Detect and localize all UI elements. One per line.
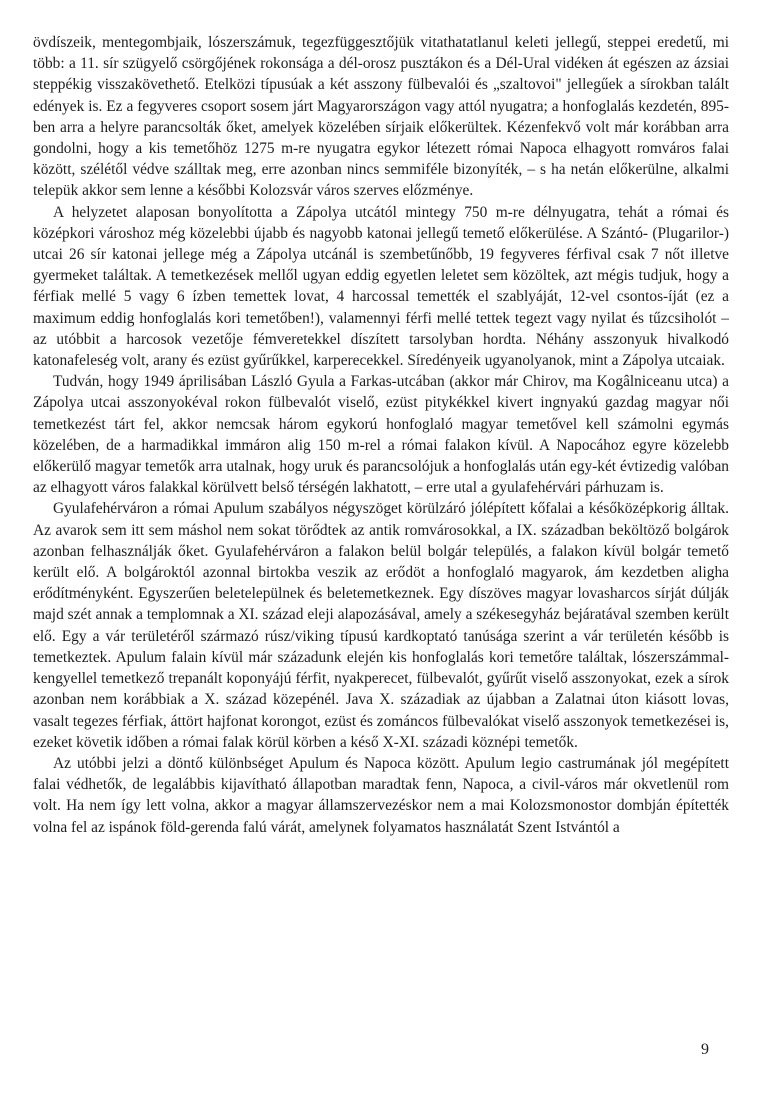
paragraph-1: övdíszeik, mentegombjaik, lószerszámuk, tegezfüggesztőjük vitathatatlanul keleti jellegű, steppei eredetű, mi több: a 11. sír szügyelő csörgőjének rokonsága a dél-orosz pusztákon és a Dél-Ural vidéken át egészen az ázsiai steppékig visszakövethető. Etelközi típusúak a két asszony fülbevalói és „szaltovoi" jellegűek a sírokban talált edények is. Ez a fegyveres csoport sosem járt Magyarországon vagy attól nyugatra; a honfoglalás kezdetén, 895-ben arra a helyre parancsolták őket, amelyek közelében sírjaik előkerültek. Kézenfekvő volt már korábban arra gondolni, hogy a kis temetőhöz 1275 m-re nyugatra egykor létezett római Napoca elhagyott romváros falai között, szélétől védve szálltak meg, erre azonban nincs semmiféle bizonyíték, – s ha netán előkerülne, alkalmi telepük akkor sem lenne a későbbi Kolozsvár város szerves előzménye. (33, 34, 729, 200)
paragraph-4: Gyulafehérváron a római Apulum szabályos négyszöget körülzáró jólépített kőfalai a későközépkorig álltak. Az avarok sem itt sem máshol nem sokat törődtek az antik romvárosokkal, a IX. században beköltöző bolgárok azonban felhasználják őket. Gyulafehérváron a falakon belül bolgár település, a falakon kívül bolgár temető került elő. A bolgároktól azonnal birtokba veszik az erődöt a honfoglaló magyarok, ám kezdetben aligha erődítményként. Egyszerűen beletelepülnek és beletemetkeznek. Egy díszöves magyar lovasharcos sírját dúlják majd szét annak a templomnak a XI. század eleji alapozásával, amely a székesegyház bejáratával szemben került elő. Egy a vár területéről származó rúsz/viking típusú kardkoptató tanúsága szerint a vár területén később is temetkeztek. Apulum falain kívül már századunk elején kis honfoglalás kori temetőre találtak, lószerszámmal-kengyellel temetkező trepanált koponyájú férfit, nyakperecet, fülbevalót, gyűrűt viselő asszonyokat, ezek a sírok azonban nem korábbiak a X. század közepénél. Java X. századiak az újabban a Zalatnai úton kiásott lovas, vasalt tegezes férfiak, áttört hajfonat korongot, ezüst és zománcos fülbevalókat viselő asszonyok temetkezései is, ezeket követik időben a római falak körül körben a késő X-XI. századi köznépi temetők. (33, 500, 729, 751)
page-body (33, 32, 729, 838)
paragraph-3: Tudván, hogy 1949 áprilisában László Gyula a Farkas-utcában (akkor már Chirov, ma Kogâlniceanu utca) a Zápolya utcai asszonyokéval rokon fülbevalót viselő, ezüst pitykékkel kivert ingnyakú gazdag magyar női temetkezést tárt fel, akkor nemcsak három egykorú honfoglaló magyar temetővel kell számolni egymás közelében, de a harmadikkal immáron alig 150 m-rel a római falakon kívül. A Napocához egyre közelebb előkerülő magyar temetők arra utalnak, hogy uruk és parancsolójuk a honfoglalás után egy-két évtizedig valóban az elhagyott város falakkal körülvett belső térségén lakhatott, – erre utal a gyulafehérvári párhuzam is. (33, 373, 729, 497)
page-number: 9 (701, 1041, 709, 1058)
paragraph-5: Az utóbbi jelzi a döntő különbséget Apulum és Napoca között. Apulum legio castrumának jól megépített falai védhetők, de legalábbis kijavítható állapotban maradtak fenn, Napoca, a civil-város már okvetlenül rom volt. Ha nem így lett volna, akkor a magyar államszervezéskor nem a mai Kolozsmonostor dombján építették volna fel az ispánok föld-gerenda falú várát, amelynek folyamatos használatát Szent Istvántól a (33, 754, 729, 836)
paragraph-2: A helyzetet alaposan bonyolította a Zápolya utcától mintegy 750 m-re délnyugatra, tehát a római és középkori városhoz még közelebbi újabb és nagyobb katonai jellegű temető előkerülése. A Szántó- (Plugarilor-) utcai 26 sír katonai jellege még a Zápolya utcánál is szembetűnőbb, 19 fegyveres férfival csak 7 nőt illetve gyermeket találtak. A temetkezések mellől ugyan eddig egyetlen leletet sem közöltek, azt mégis tudjuk, hogy a férfiak mellé 5 vagy 6 ízben temettek lovat, 4 harcossal temették el szablyáját, 12-vel csontos-íját (ez a maximum eddig honfoglalás kori temetőben!), valamennyi férfi mellé tettek tegezt vagy nyilat és tűzcsiholót – az utóbbit a harcosok vezetője fémveretekkel díszített tarsolyban hordta. Néhány asszonyuk hivalkodó katonafeleség volt, arany és ezüst gyűrűkkel, karperecekkel. Síredényeik ugyanolyanok, mint a Zápolya utcaiak. (33, 203, 729, 370)
